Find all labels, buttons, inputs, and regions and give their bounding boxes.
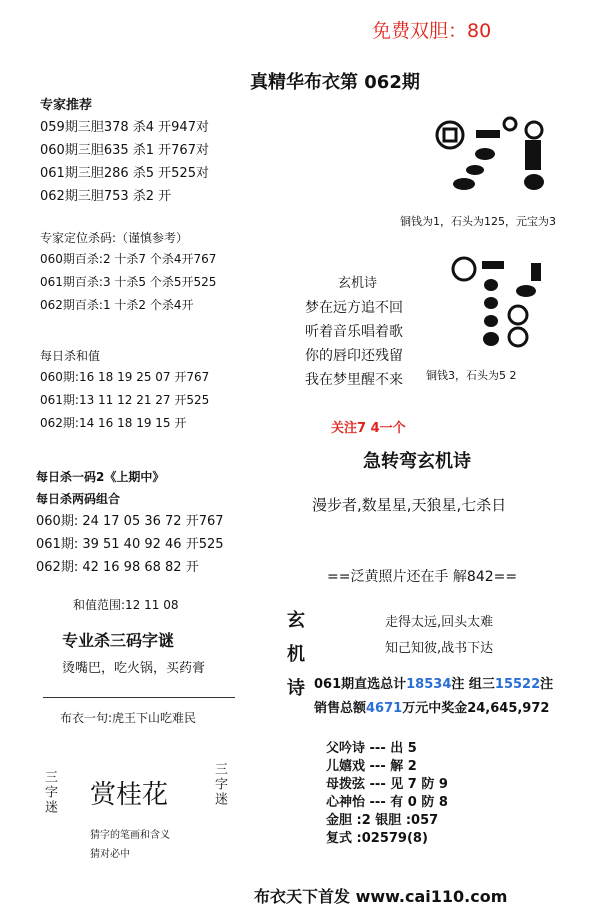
position-kill-row: 061期百杀:3 十杀5 个杀5开525 [40,275,217,289]
focus-tip: 关注7 4一个 [331,421,406,436]
riddle-right-label: 三字迷 [212,762,227,807]
stars-line: 漫步者,数星星,天狼星,七杀日 [312,496,507,514]
pro-kill-heading: 专业杀三码字谜 [62,631,175,650]
riddle-hint: 猜对必中 [90,849,130,860]
riddle-hint: 猜字的笔画和含义 [90,830,170,841]
position-kill-row: 060期百杀:2 十杀7 个杀4开767 [40,252,217,266]
sales-line-2 [314,697,549,716]
sales-label: 销售总额 [314,701,367,716]
sales-label: 注 [540,677,554,692]
expert-row: 059期三胆378 杀4 开947对 [40,120,209,135]
riddle-left-label: 三字迷 [42,770,57,815]
sum-range: 和值范围:12 11 08 [73,598,179,612]
group-three-total: 15522 [494,677,541,692]
expert-row: 062期三胆753 杀2 开 [40,189,172,204]
couplet-list [326,740,448,848]
daily-sum-row: 060期:16 18 19 25 07 开767 [40,370,210,384]
daily-sum-heading: 每日杀和值 [40,349,101,363]
poem-line: 你的唇印还残留 [305,348,403,364]
xuanji-vertical [287,604,305,706]
expert-heading: 专家推荐 [40,98,93,113]
coin-stone-picture [430,110,560,196]
daily-one-section [36,466,224,579]
sales-label: 注 组三 [451,677,495,692]
picture2-caption: 铜钱3，石头为5 2 [426,369,517,382]
expert-section [40,96,209,208]
couplet-row: 复式 :02579(8) [326,831,428,846]
buyi-line: 布衣一句:虎王下山吃难民 [60,711,197,725]
picture1-caption: 铜钱为1，石头为125，元宝为3 [400,215,556,228]
couplet-row: 心神怡 --- 有 0 防 8 [326,795,448,810]
sales-line-1 [314,673,553,692]
footer: 布衣天下首发 www.cai110.com [254,887,508,906]
divider [43,697,235,698]
xuanji-char: 诗 [287,678,305,699]
poem-line: 我在梦里醒不来 [305,372,403,388]
xuanji-line: 走得太远,回头太难 [385,615,494,630]
daily-two-row: 061期: 39 51 40 92 46 开525 [36,537,224,552]
riddle-main: 赏桂花 [90,780,169,810]
couplet-row: 母拨弦 --- 见 7 防 9 [326,777,448,792]
mystic-poem [305,296,403,392]
position-kill-section [40,228,216,317]
page-title: 真精华布衣第 062期 [250,72,420,93]
sales-label: 万元中奖金24,645,972 [402,701,550,716]
daily-sum-row: 061期:13 11 12 21 27 开525 [40,393,210,407]
expert-row: 061期三胆286 杀5 开525对 [40,166,209,181]
mystic-poem-heading: 玄机诗 [338,276,378,291]
couplet-row: 父吟诗 --- 出 5 [326,741,417,756]
xuanji-char: 机 [287,644,305,665]
daily-sum-section [40,346,209,435]
xuanji-line: 知己知彼,战书下达 [385,641,494,656]
sales-label: 061期直选总计 [314,677,407,692]
position-kill-row: 062期百杀:1 十杀2 个杀4开 [40,298,194,312]
daily-sum-row: 062期:14 16 18 19 15 开 [40,416,187,430]
expert-row: 060期三胆635 杀1 开767对 [40,143,209,158]
poem-line: 梦在远方追不回 [305,300,403,316]
daily-two-row: 060期: 24 17 05 36 72 开767 [36,514,224,529]
pro-kill-text: 烫嘴巴，吃火锅，买药膏 [62,661,206,676]
photo-line: ==泛黄照片还在手 解842== [327,569,518,585]
sales-amount: 4671 [366,701,403,716]
daily-two-heading: 每日杀两码组合 [36,492,121,506]
xuanji-char: 玄 [287,610,305,631]
sharp-turn-heading: 急转弯玄机诗 [363,451,471,472]
free-double-banner: 免费双胆：80 [372,20,492,42]
coin-stone-picture-2 [446,255,556,350]
daily-two-row: 062期: 42 16 98 68 82 开 [36,560,199,575]
daily-one-heading: 每日杀一码2《上期中》 [36,470,165,484]
poem-line: 听着音乐唱着歌 [305,324,403,340]
position-kill-heading: 专家定位杀码:（谨慎参考） [40,231,189,245]
direct-total: 18534 [406,677,452,692]
couplet-row: 金胆 :2 银胆 :057 [326,813,439,828]
couplet-row: 儿嬉戏 --- 解 2 [326,759,417,774]
